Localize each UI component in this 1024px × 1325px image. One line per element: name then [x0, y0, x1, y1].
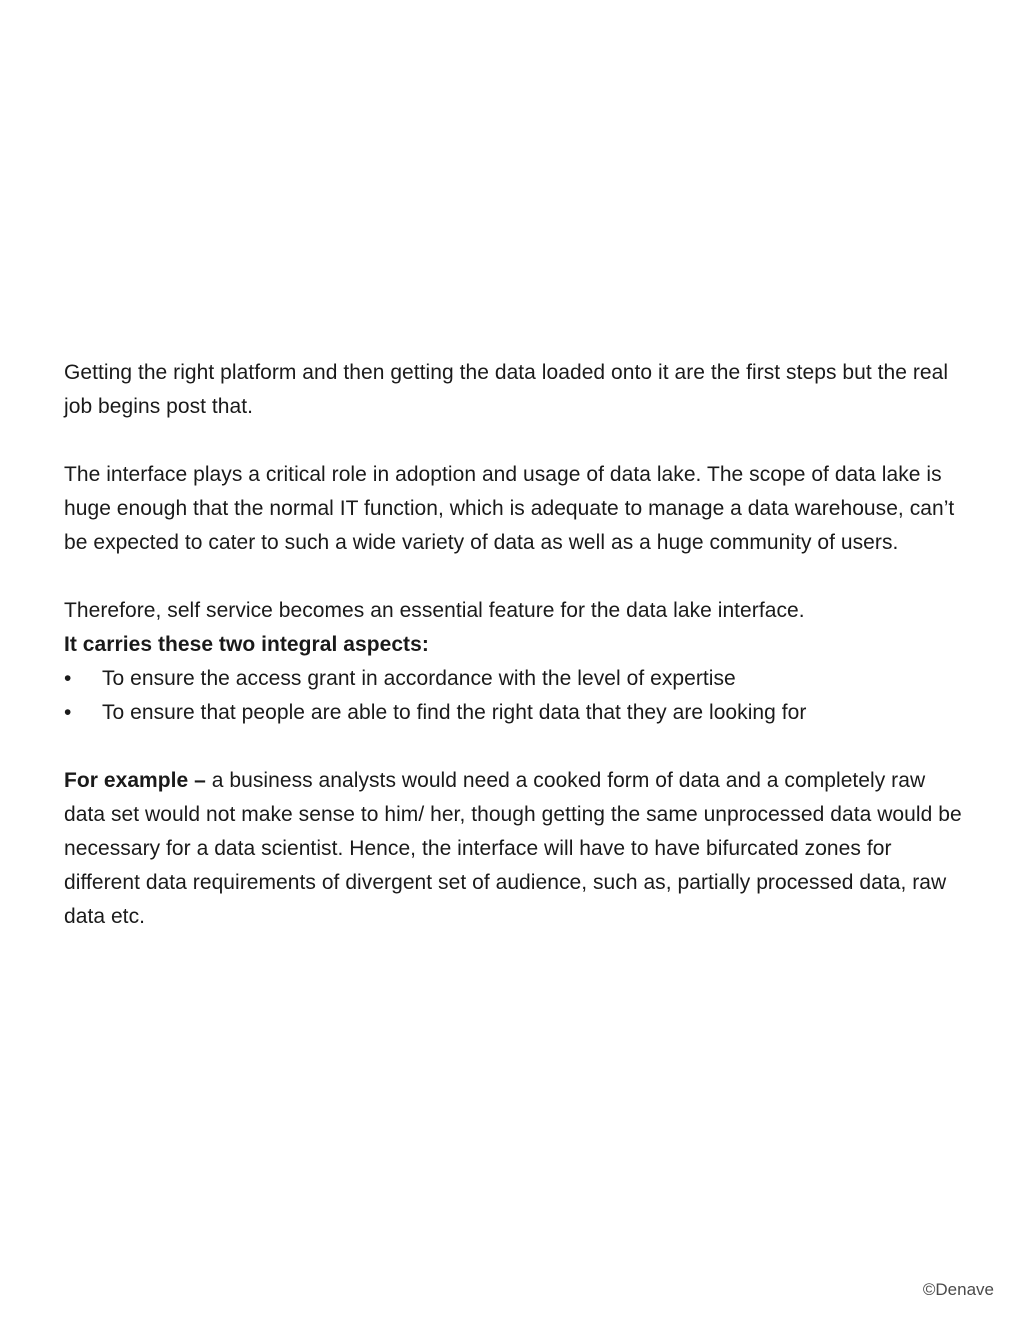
bullet-icon: •	[64, 667, 72, 690]
list-item	[64, 696, 964, 730]
example-label: For example –	[64, 769, 206, 792]
list-item	[64, 662, 964, 696]
document-body	[64, 356, 964, 934]
paragraph-spacer	[64, 730, 964, 764]
paragraph-spacer	[64, 424, 964, 458]
paragraph-spacer	[64, 560, 964, 594]
list-item-text: To ensure the access grant in accordance with the level of expertise	[102, 667, 736, 690]
bullet-icon: •	[64, 701, 72, 724]
interface-paragraph: The interface plays a critical role in adoption and usage of data lake. The scope of data lake is huge enough that the normal IT function, which is adequate to manage a data warehouse, can’t be expected to cater to such a wide variety of data as well as a huge community of users.	[64, 463, 955, 554]
aspects-heading: It carries these two integral aspects:	[64, 633, 429, 656]
example-text: a business analysts would need a cooked form of data and a completely raw data set would not make sense to him/ her, though getting the same unprocessed data would be necessary for a data scientist. Hence, the interface will have to have bifurcated zones for different data requirements of divergent set of audience, such as, partially processed data, raw data etc.	[64, 769, 962, 928]
list-item-text: To ensure that people are able to find the right data that they are looking for	[102, 701, 807, 724]
aspects-list	[64, 662, 964, 730]
self-service-paragraph: Therefore, self service becomes an essential feature for the data lake interface.	[64, 599, 805, 622]
intro-paragraph: Getting the right platform and then getting the data loaded onto it are the first steps but the real job begins post that.	[64, 361, 949, 418]
example-paragraph	[64, 764, 964, 934]
copyright-footer: ©Denave	[922, 1280, 994, 1299]
